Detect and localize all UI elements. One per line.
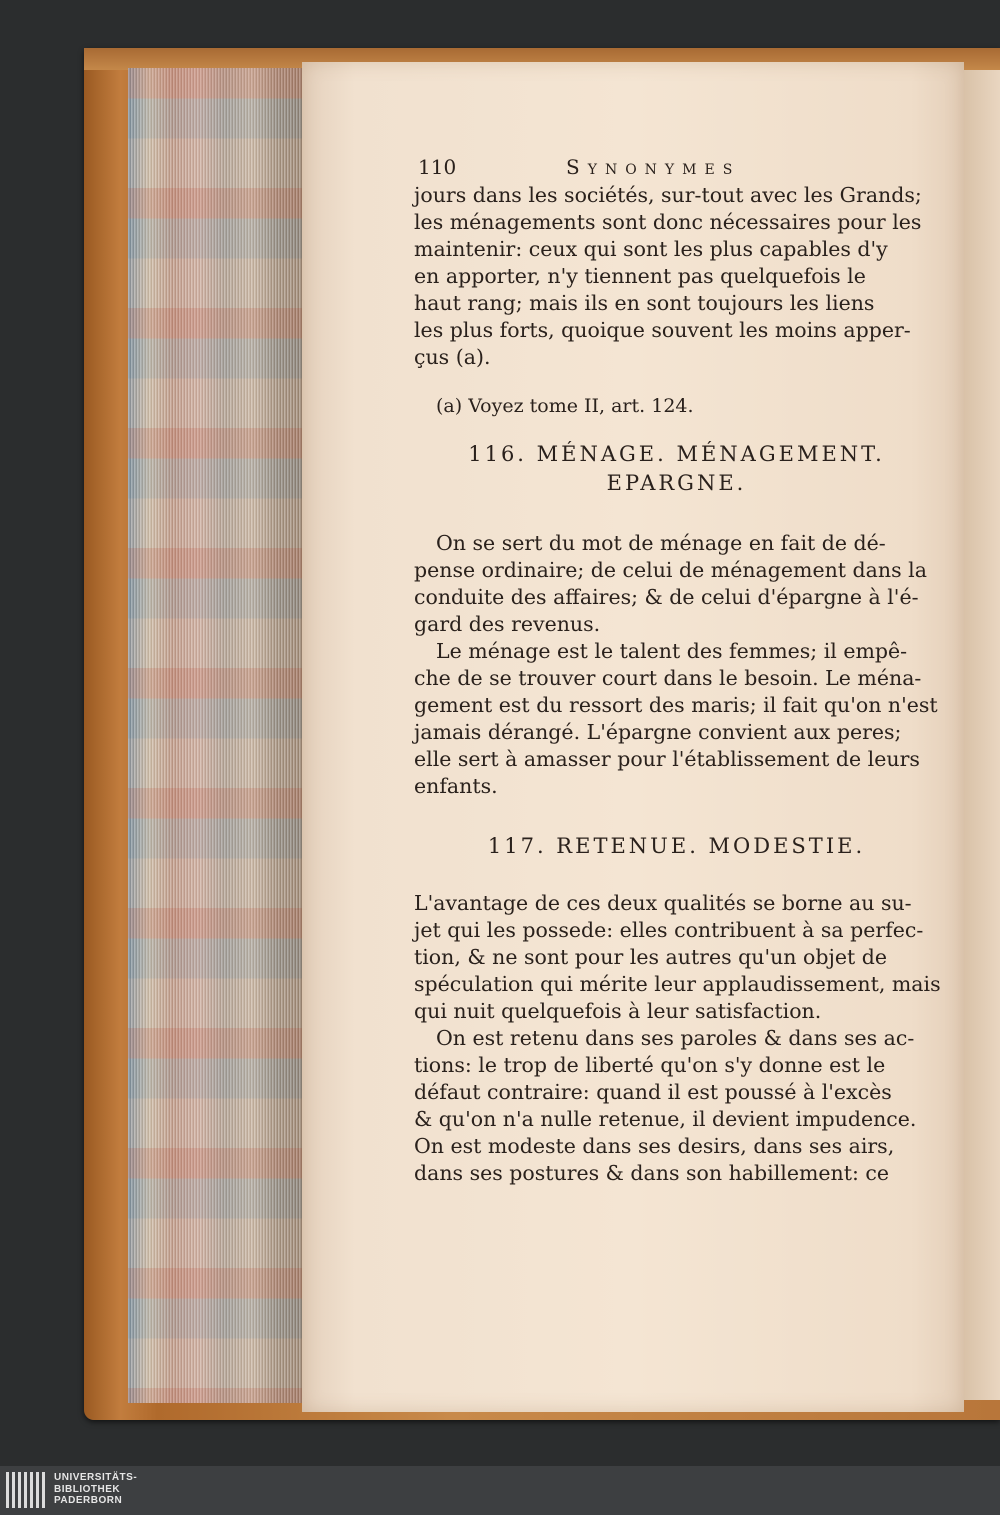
running-title: Synonymes [566, 155, 741, 179]
library-logo-icon [6, 1472, 48, 1508]
text-line: enfants. [414, 774, 498, 798]
text-line: défaut contraire: quand il est poussé à l'excès [414, 1080, 892, 1104]
section-116-heading [414, 440, 939, 498]
text-line: On est modeste dans ses desirs, dans ses airs, [414, 1134, 895, 1158]
text-line: gard des revenus. [414, 612, 601, 636]
text-line: tions: le trop de liberté qu'on s'y donne est le [414, 1053, 886, 1077]
text-line: jours dans les sociétés, sur-tout avec les Grands; [414, 183, 922, 207]
text-line: & qu'on n'a nulle retenue, il devient impudence. [414, 1107, 917, 1131]
text-line: jet qui les possede: elles contribuent à sa perfec- [414, 918, 924, 942]
text-line: dans ses postures & dans son habillement: ce [414, 1161, 889, 1185]
library-footer [0, 1466, 1000, 1515]
text-line: elle sert à amasser pour l'établissement de leurs [414, 747, 920, 771]
text-line: gement est du ressort des maris; il fait qu'on n'est [414, 693, 938, 717]
heading-line: EPARGNE. [606, 471, 747, 495]
text-line: haut rang; mais ils en sont toujours les liens [414, 291, 875, 315]
text-line: Le ménage est le talent des femmes; il empê- [436, 639, 908, 663]
text-line: çus (a). [414, 345, 491, 369]
text-line: maintenir: ceux qui sont les plus capables d'y [414, 237, 888, 261]
section-117-paragraph-1 [414, 890, 939, 1025]
library-logo-text [54, 1472, 137, 1507]
page-edges [128, 68, 304, 1403]
text-line: en apporter, n'y tiennent pas quelquefois le [414, 264, 866, 288]
logo-line: PADERBORN [54, 1495, 123, 1506]
footnote: (a) Voyez tome II, art. 124. [436, 395, 694, 417]
logo-line: BIBLIOTHEK [54, 1483, 121, 1495]
heading-line: 116. MÉNAGE. MÉNAGEMENT. [468, 442, 885, 466]
section-116-paragraph-2 [414, 638, 939, 800]
text-line: jamais dérangé. L'épargne convient aux peres; [414, 720, 902, 744]
text-line: On se sert du mot de ménage en fait de dé- [436, 531, 886, 555]
page-number: 110 [418, 155, 457, 179]
logo-line: UNIVERSITÄTS- [54, 1472, 138, 1483]
text-line: spéculation qui mérite leur applaudissement, mais [414, 972, 941, 996]
text-line: les ménagements sont donc nécessaires pour les [414, 210, 922, 234]
section-116-paragraph-1 [414, 530, 939, 638]
text-line: che de se trouver court dans le besoin. Le ména- [414, 666, 922, 690]
section-117-heading: 117. RETENUE. MODESTIE. [487, 834, 866, 858]
text-line: L'avantage de ces deux qualités se borne au su- [414, 891, 912, 915]
text-line: qui nuit quelquefois à leur satisfaction. [414, 999, 822, 1023]
text-line: tion, & ne sont pour les autres qu'un objet de [414, 945, 887, 969]
book-page [302, 62, 964, 1412]
text-line: On est retenu dans ses paroles & dans ses ac- [436, 1026, 915, 1050]
section-117-paragraph-2 [414, 1025, 939, 1187]
facing-page-edge [962, 70, 1000, 1400]
text-line: pense ordinaire; de celui de ménagement dans la [414, 558, 927, 582]
page-text [414, 154, 939, 1187]
continuation-paragraph [414, 182, 939, 371]
running-head [414, 154, 939, 182]
text-line: les plus forts, quoique souvent les moins apper- [414, 318, 911, 342]
text-line: conduite des affaires; & de celui d'épargne à l'é- [414, 585, 919, 609]
